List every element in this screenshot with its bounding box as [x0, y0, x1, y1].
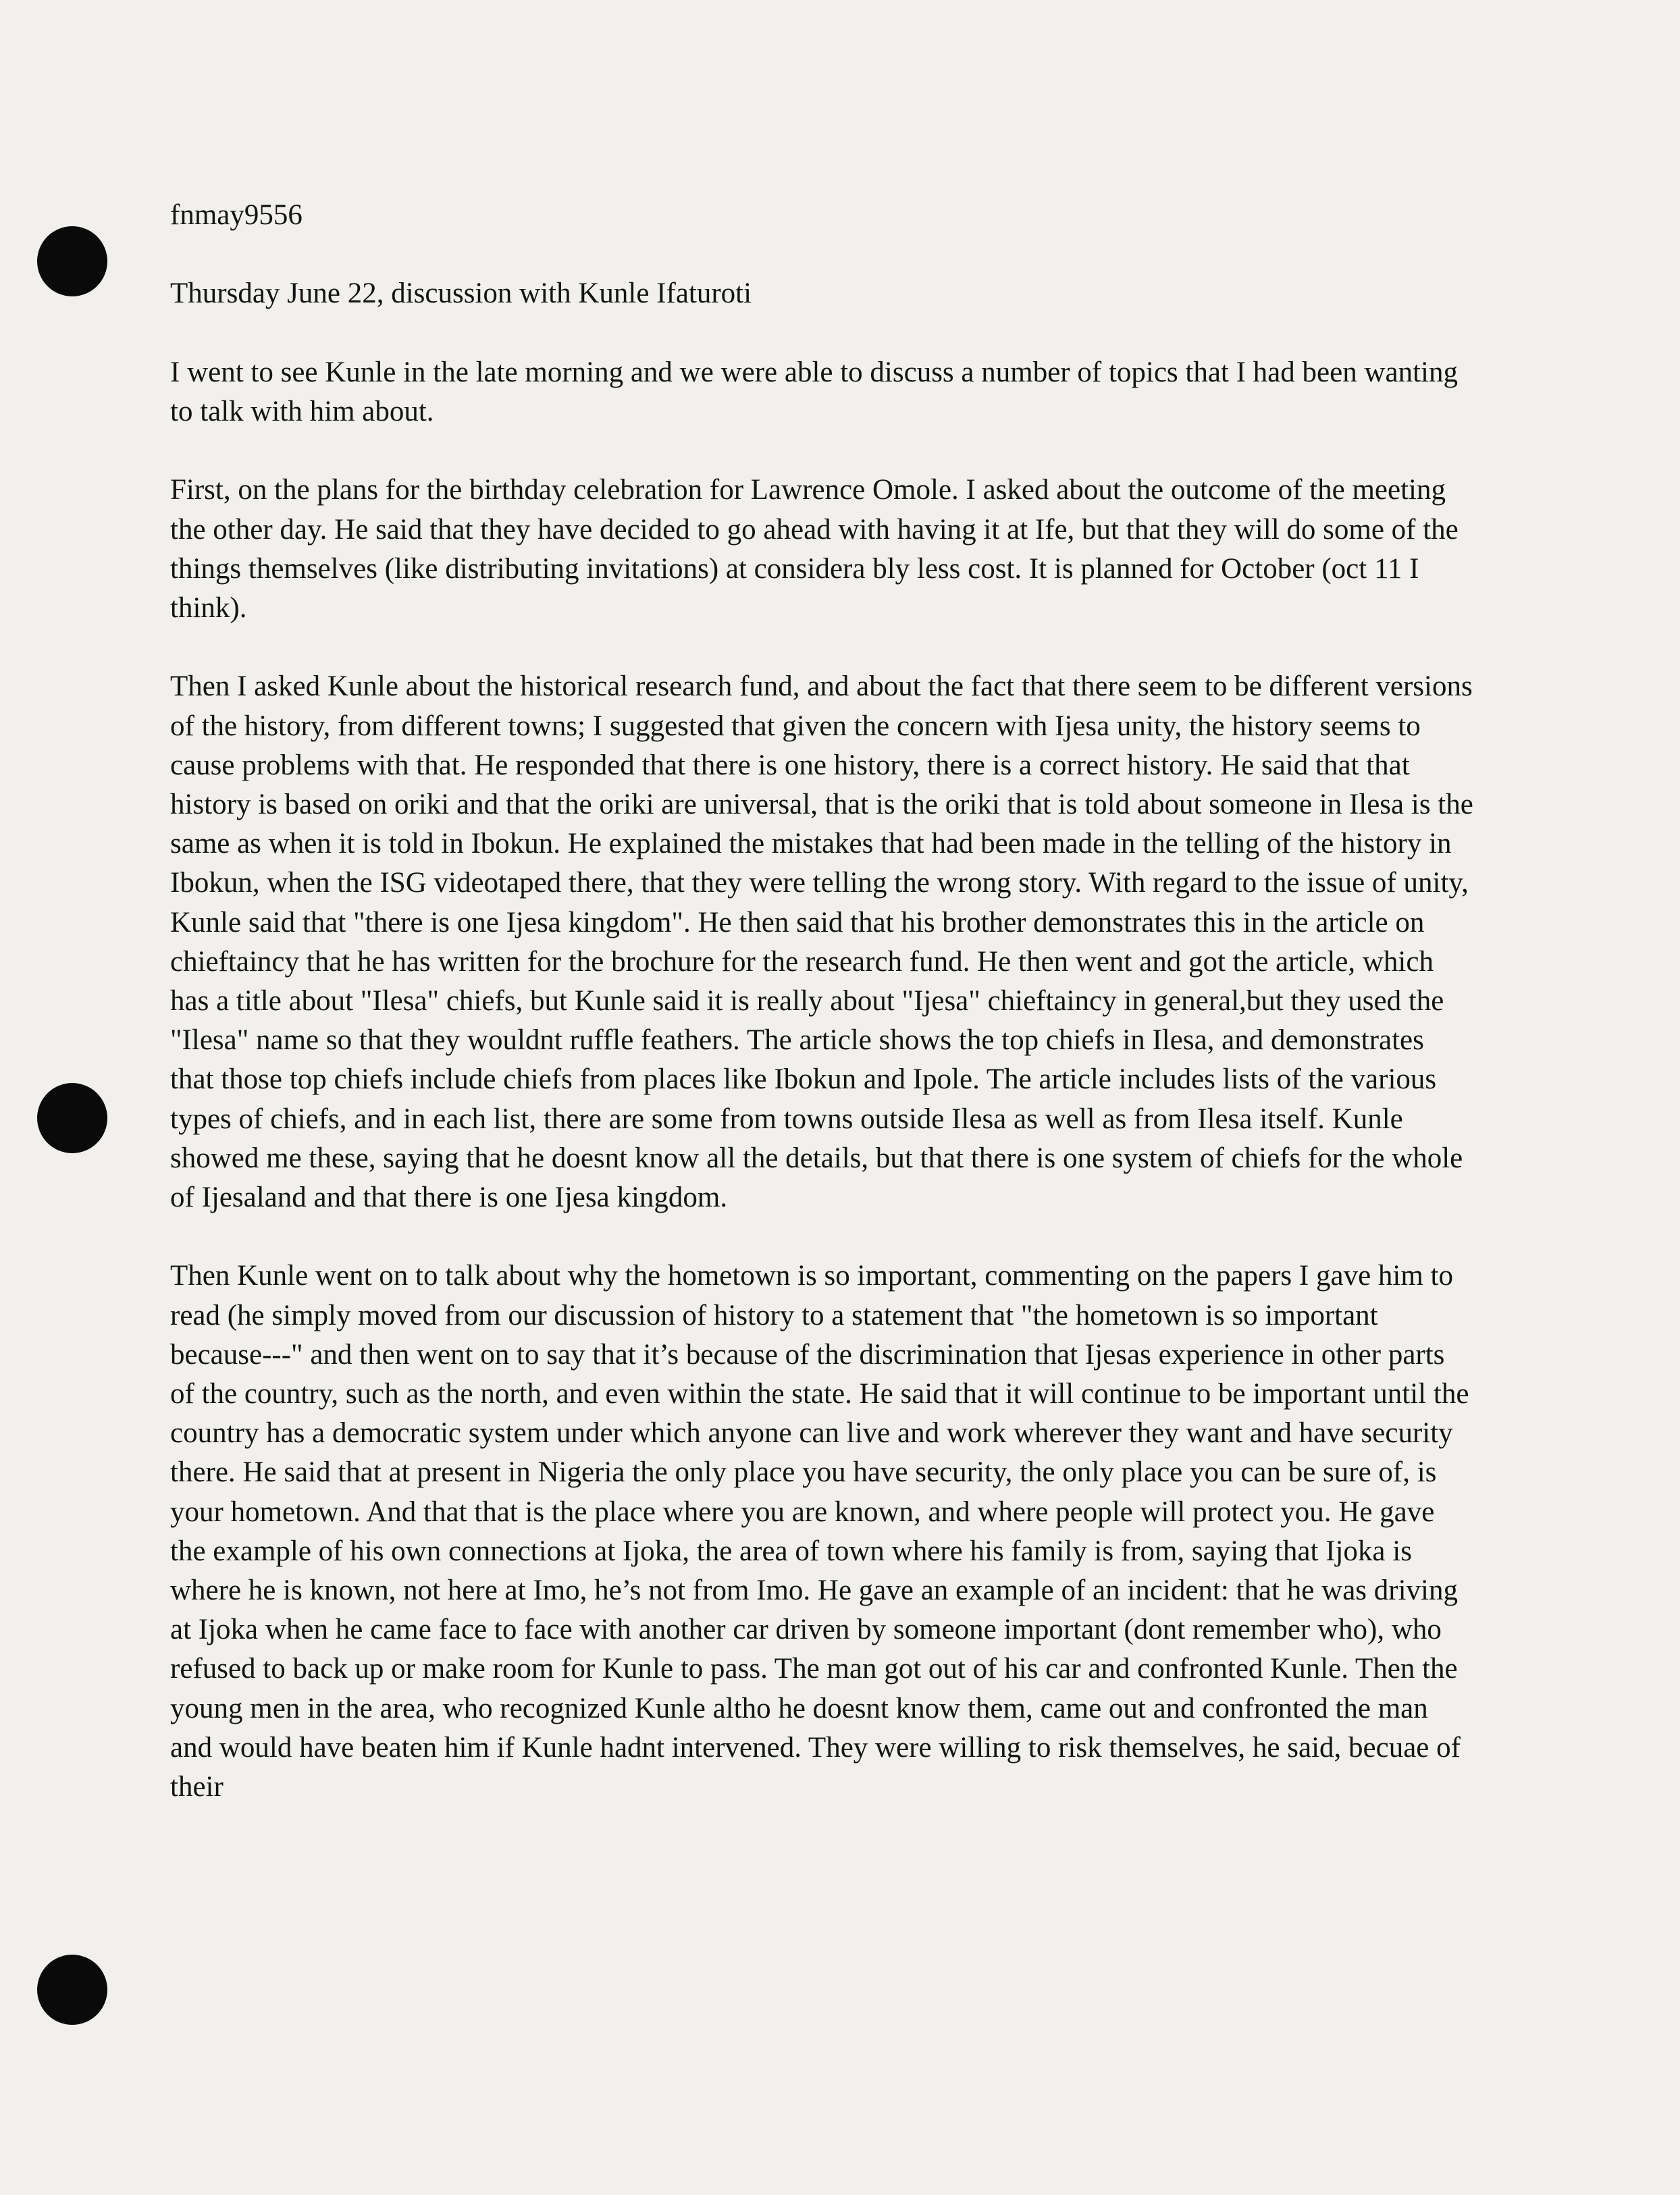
paragraph-4: Then Kunle went on to talk about why the hometown is so important, commenting on the papers I gave him to read (he simply moved from our discussion of history to a statement that "the hometown is so important because---" and then went on to say that it’s because of the discrimination that Ijesas experience in other parts of the country, such as the north, and even within the state. He said that it will continue to be important until the country has a democratic system under which anyone can live and work wherever they want and have security there. He said that at present in Nigeria the only place you have security, the only place you can be sure of, is your hometown. And that that is the place where you are known, and where people will protect you. He gave the example of his own connections at Ijoka, the area of town where his family is from, saying that Ijoka is where he is known, not here at Imo, he’s not from Imo. He gave an example of an incident: that he was driving at Ijoka when he came face to face with another car driven by someone important (dont remember who), who refused to back up or make room for Kunle to pass. The man got out of his car and confronted Kunle. Then the young men in the area, who recognized Kunle altho he doesnt know them, came out and confronted the man and would have beaten him if Kunle hadnt intervened. They were willing to risk themselves, he said, becuae of their	[170, 1260, 1469, 1803]
file-id: fnmay9556	[170, 199, 303, 231]
document-heading: Thursday June 22, discussion with Kunle Ifaturoti	[170, 277, 752, 310]
document-body	[170, 196, 1475, 1846]
paragraph-2: First, on the plans for the birthday celebration for Lawrence Omole. I asked about the outcome of the meeting the other day. He said that they have decided to go ahead with having it at Ife, but that they will do some of the things themselves (like distributing invitations) at considera bly less cost. It is planned for October (oct 11 I think).	[170, 474, 1459, 624]
punch-hole-middle	[37, 1083, 107, 1153]
punch-hole-bottom	[37, 1955, 107, 2025]
punch-hole-top	[37, 226, 107, 296]
paragraph-1: I went to see Kunle in the late morning and we were able to discuss a number of topics that I had been wanting to talk with him about.	[170, 356, 1458, 427]
paragraph-3: Then I asked Kunle about the historical research fund, and about the fact that there seem to be different versions of the history, from different towns; I suggested that given the concern with Ijesa unity, the history seems to cause problems with that. He responded that there is one history, there is a correct history. He said that that history is based on oriki and that the oriki are universal, that is the oriki that is told about someone in Ilesa is the same as when it is told in Ibokun. He explained the mistakes that had been made in the telling of the history in Ibokun, when the ISG videotaped there, that they were telling the wrong story. With regard to the issue of unity, Kunle said that "there is one Ijesa kingdom". He then said that his brother demonstrates this in the article on chieftaincy that he has written for the brochure for the research fund. He then went and got the article, which has a title about "Ilesa" chiefs, but Kunle said it is really about "Ijesa" chieftaincy in general,but they used the "Ilesa" name so that they wouldnt ruffle feathers. The article shows the top chiefs in Ilesa, and demonstrates that those top chiefs include chiefs from places like Ibokun and Ipole. The article includes lists of the various types of chiefs, and in each list, there are some from towns outside Ilesa as well as from Ilesa itself. Kunle showed me these, saying that he doesnt know all the details, but that there is one system of chiefs for the whole of Ijesaland and that there is one Ijesa kingdom.	[170, 670, 1473, 1214]
